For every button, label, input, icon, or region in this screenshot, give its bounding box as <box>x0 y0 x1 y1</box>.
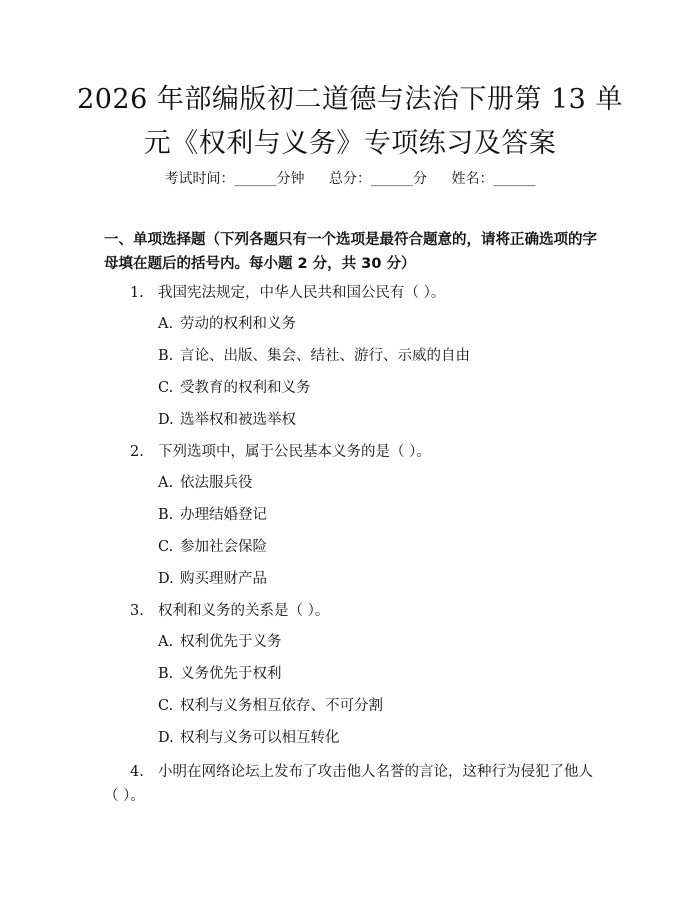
option-label: B. <box>158 507 174 523</box>
option-text: 依法服兵役 <box>180 475 253 491</box>
question-number: 4. <box>130 764 144 780</box>
option-text: 受教育的权利和义务 <box>180 380 311 396</box>
option-label: B. <box>158 348 174 364</box>
option-label: D. <box>158 571 174 587</box>
option-label: A. <box>158 475 174 491</box>
question-text: 下列选项中，属于公民基本义务的是（ ）。 <box>158 444 431 460</box>
option-1b <box>158 345 470 367</box>
question-number: 3. <box>130 603 144 619</box>
option-3c <box>158 695 383 717</box>
exam-meta <box>0 168 700 188</box>
question-text: 权利和义务的关系是（ ）。 <box>158 603 330 619</box>
question-4 <box>104 760 604 808</box>
option-3a <box>158 631 282 653</box>
option-text: 权利与义务可以相互转化 <box>180 730 340 746</box>
question-1 <box>130 282 604 304</box>
option-1d <box>158 409 296 431</box>
option-3d <box>158 727 340 749</box>
question-number: 1. <box>130 285 144 301</box>
exam-time: 考试时间：______分钟 <box>164 171 305 187</box>
option-label: A. <box>158 634 174 650</box>
option-label: B. <box>158 666 174 682</box>
question-3 <box>130 600 604 622</box>
title-line-1: 2026 年部编版初二道德与法治下册第 13 单 <box>77 84 623 115</box>
question-2 <box>130 441 604 463</box>
option-text: 劳动的权利和义务 <box>180 316 296 332</box>
option-text: 权利优先于义务 <box>180 634 282 650</box>
question-text: 我国宪法规定，中华人民共和国公民有（ ）。 <box>158 285 446 301</box>
option-label: C. <box>158 698 174 714</box>
option-text: 购买理财产品 <box>180 571 267 587</box>
option-2d <box>158 568 267 590</box>
option-2b <box>158 504 267 526</box>
option-text: 参加社会保险 <box>180 539 267 555</box>
exam-name: 姓名：______ <box>451 171 536 187</box>
option-label: A. <box>158 316 174 332</box>
section-heading-1: 一、单项选择题（下列各题只有一个选项是最符合题意的，请将正确选项的字母填在题后的括号内。每小题 2 分，共 30 分） <box>104 232 597 272</box>
option-1c <box>158 377 311 399</box>
option-text: 义务优先于权利 <box>180 666 282 682</box>
option-2a <box>158 472 253 494</box>
option-3b <box>158 663 282 685</box>
option-2c <box>158 536 267 558</box>
option-label: D. <box>158 412 174 428</box>
exam-score: 总分：______分 <box>329 171 427 187</box>
option-label: D. <box>158 730 174 746</box>
option-label: C. <box>158 380 174 396</box>
question-number: 2. <box>130 444 144 460</box>
option-text: 权利与义务相互依存、不可分割 <box>180 698 383 714</box>
title-line-2: 元《权利与义务》专项练习及答案 <box>143 128 557 159</box>
option-text: 选举权和被选举权 <box>180 412 296 428</box>
option-1a <box>158 313 296 335</box>
question-text: 小明在网络论坛上发布了攻击他人名誉的言论，这种行为侵犯了他人（ ）。 <box>104 764 593 804</box>
option-label: C. <box>158 539 174 555</box>
option-text: 言论、出版、集会、结社、游行、示威的自由 <box>180 348 470 364</box>
option-text: 办理结婚登记 <box>180 507 267 523</box>
document-title <box>40 78 660 166</box>
